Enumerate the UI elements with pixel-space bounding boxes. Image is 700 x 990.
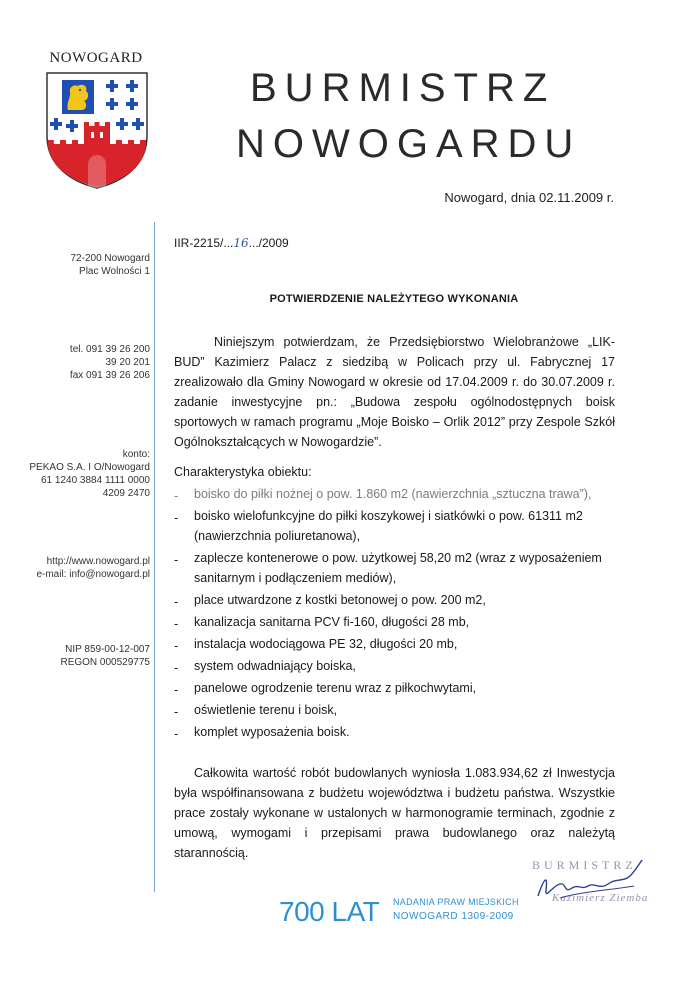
bank-account: 61 1240 3884 1111 0000	[41, 475, 150, 486]
list-item: - zaplecze kontenerowe o pow. użytkowej 58,20 m2 (wraz z wyposażeniem sanitarnym i podłączeniem mediów),	[174, 548, 619, 588]
characteristics-heading: Charakterystyka obiektu:	[174, 465, 312, 479]
list-item: - komplet wyposażenia boisk.	[174, 722, 619, 742]
list-item: - boisko wielofunkcyjne do piłki koszykowej i siatkówki o pow. 61311 m2 (nawierzchnia poliuretanowa),	[174, 506, 619, 546]
stamp-title: BURMISTRZ	[532, 858, 637, 872]
characteristics-list	[174, 484, 619, 744]
sidebar-web	[36, 555, 150, 581]
list-item: - place utwardzone z kostki betonowej o pow. 200 m2,	[174, 590, 619, 610]
paragraph-summary: Całkowita wartość robót budowlanych wyniosła 1.083.934,62 zł Inwestycja była współfinansowana z budżetu województwa i budżetu państwa. Wszystkie prace zostały wykonane w ustalonych w harmonogramie terminach, zgodnie z umową, wymogami i przepisami prawa budowlanego oraz należytą starannością.	[174, 766, 615, 860]
bank-label: konto:	[122, 449, 150, 460]
ref-prefix: IIR-2215/	[174, 236, 224, 250]
bank-account: 4209 2470	[102, 488, 150, 499]
crest-name: NOWOGARD	[49, 50, 143, 66]
signature-icon	[530, 856, 645, 911]
address-line: Plac Wolności 1	[79, 266, 150, 277]
phone-line: tel. 091 39 26 200	[69, 344, 150, 355]
anniversary-700-lat: 700 LAT	[279, 896, 380, 927]
fax-line: fax 091 39 26 206	[69, 370, 150, 381]
email-link[interactable]: e-mail: info@nowogard.pl	[36, 569, 150, 580]
sidebar-bank	[29, 448, 150, 500]
website-link[interactable]: http://www.nowogard.pl	[46, 556, 150, 567]
list-item: - system odwadniający boiska,	[174, 656, 619, 676]
sidebar-ids	[60, 643, 150, 669]
list-item: - panelowe ogrodzenie terenu wraz z piłkochwytami,	[174, 678, 619, 698]
heading-line-1: BURMISTRZ	[250, 66, 556, 110]
list-item: - kanalizacja sanitarna PCV fi-160, długości 28 mb,	[174, 612, 619, 632]
list-item: - boisko do piłki nożnej o pow. 1.860 m2 (nawierzchnia „sztuczna trawa”),	[174, 484, 619, 504]
regon-number: REGON 000529775	[60, 657, 150, 668]
list-item: - instalacja wodociągowa PE 32, długości 20 mb,	[174, 634, 619, 654]
nip-number: NIP 859-00-12-007	[65, 644, 150, 655]
heading-line-2: NOWOGARDU	[236, 122, 582, 166]
sidebar-phone	[70, 343, 150, 382]
phone-line: 39 20 201	[105, 357, 150, 368]
sidebar-divider	[154, 222, 155, 892]
date-line: Nowogard, dnia 02.11.2009 r.	[444, 190, 614, 205]
list-item: - oświetlenie terenu i boisk,	[174, 700, 619, 720]
sidebar-address	[71, 252, 151, 278]
bank-name: PEKAO S.A. I O/Nowogard	[29, 462, 150, 473]
ref-handwritten-number: 16	[233, 236, 249, 250]
anniversary-line-2: NOWOGARD 1309-2009	[393, 911, 514, 922]
paragraph-intro: Niniejszym potwierdzam, że Przedsiębiorstwo Wielobranżowe „LIK-BUD” Kazimierz Palacz z siedzibą w Policach przy ul. Fabrycznej 17 zrealizowało dla Gminy Nowogard w okresie od 17.04.2009 r. do 30.07.2009 r. zadanie inwestycyjne pn.: „Budowa zespołu ogólnodostępnych boisk sportowych w ramach programu „Moje Boisko – Orlik 2012” przy Zespole Szkół Ogólnokształcących w Nowogardzie”.	[174, 335, 615, 449]
stamp-name: Kazimierz Ziemba	[552, 892, 649, 904]
reference-number: IIR-2215/...16.../2009	[174, 236, 289, 250]
nowogard-coat-of-arms-icon	[44, 70, 150, 190]
ref-suffix: /2009	[258, 236, 289, 250]
anniversary-line-1: NADANIA PRAW MIEJSKICH	[393, 897, 519, 907]
address-line: 72-200 Nowogard	[70, 253, 150, 264]
document-title: POTWIERDZENIE NALEŻYTEGO WYKONANIA	[269, 293, 519, 305]
